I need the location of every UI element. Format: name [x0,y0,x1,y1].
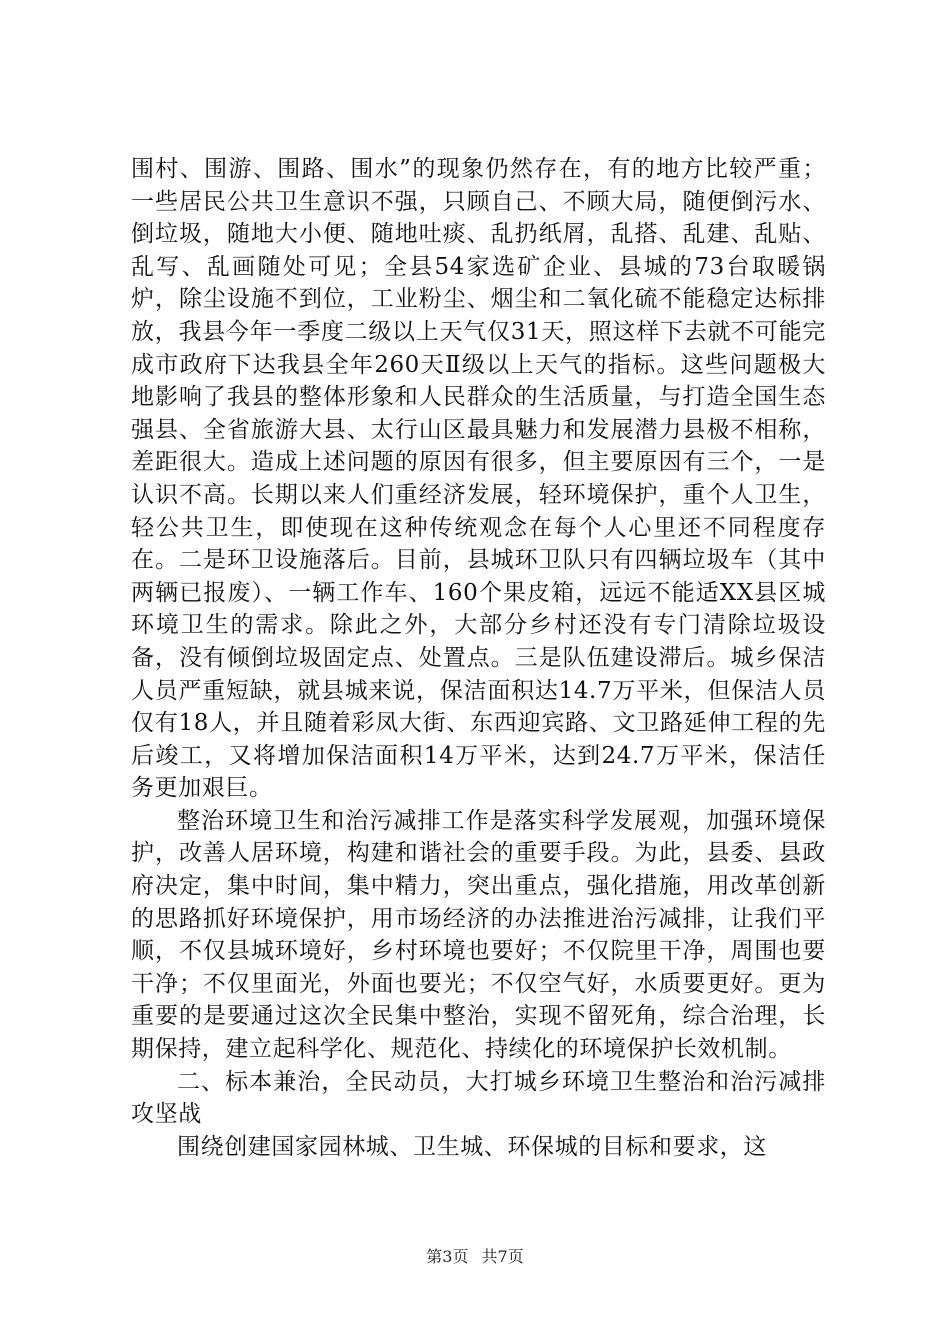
paragraph-measures: 整治环境卫生和治污减排工作是落实科学发展观，加强环境保护，改善人居环境，构建和谐社会的重要手段。为此，县委、县政府决定，集中时间，集中精力，突出重点，强化措施，用改革创新的思路抓好环境保护，用市场经济的办法推进治污减排，让我们平顺，不仅县城环境好，乡村环境也要好；不仅院里干净，周围也要干净；不仅里面光，外面也要光；不仅空气好，水质要更好。更为重要的是要通过这次全民集中整治，实现不留死角，综合治理，长期保持，建立起科学化、规范化、持续化的环境保护长效机制。 [131,807,826,1063]
page-total: 共7页 [481,1247,524,1266]
paragraph-goals: 围绕创建国家园林城、卫生城、环保城的目标和要求，这 [177,1133,767,1160]
page-footer [0,1244,950,1267]
page-number: 第3页 [426,1247,469,1266]
paragraph-problems: 围村、围游、围路、围水”的现象仍然存在，有的地方比较严重；一些居民公共卫生意识不强，只顾自己、不顾大局，随便倒污水、倒垃圾，随地大小便、随地吐痰、乱扔纸屑，乱搭、乱建、乱贴、乱写、乱画随处可见；全县54家选矿企业、县城的73台取暖锅炉，除尘设施不到位，工业粉尘、烟尘和二氧化硫不能稳定达标排放，我县今年一季度二级以上天气仅31天，照这样下去就不可能完成市政府下达我县全年260天Ⅱ级以上天气的指标。这些问题极大地影响了我县的整体形象和人民群众的生活质量，与打造全国生态强县、全省旅游大县、太行山区最具魅力和发展潜力县极不相称，差距很大。造成上述问题的原因有很多，但主要原因有三个，一是认识不高。长期以来人们重经济发展，轻环境保护，重个人卫生，轻公共卫生，即使现在这种传统观念在每个人心里还不同程度存在。二是环卫设施落后。目前，县城环卫队只有四辆垃圾车（其中两辆已报废）、一辆工作车、160个果皮箱，远远不能适XX县区城环境卫生的需求。除此之外，大部分乡村还没有专门清除垃圾设备，没有倾倒垃圾固定点、处置点。三是队伍建设滞后。城乡保洁人员严重短缺，就县城来说，保洁面积达14.7万平米，但保洁人员仅有18人，并且随着彩凤大街、东西迎宾路、文卫路延伸工程的先后竣工，又将增加保洁面积14万平米，达到24.7万平米，保洁任务更加艰巨。 [131,156,826,802]
section-heading-two: 二、标本兼治，全民动员，大打城乡环境卫生整治和治污减排攻坚战 [131,1068,826,1128]
document-body [131,153,826,1163]
